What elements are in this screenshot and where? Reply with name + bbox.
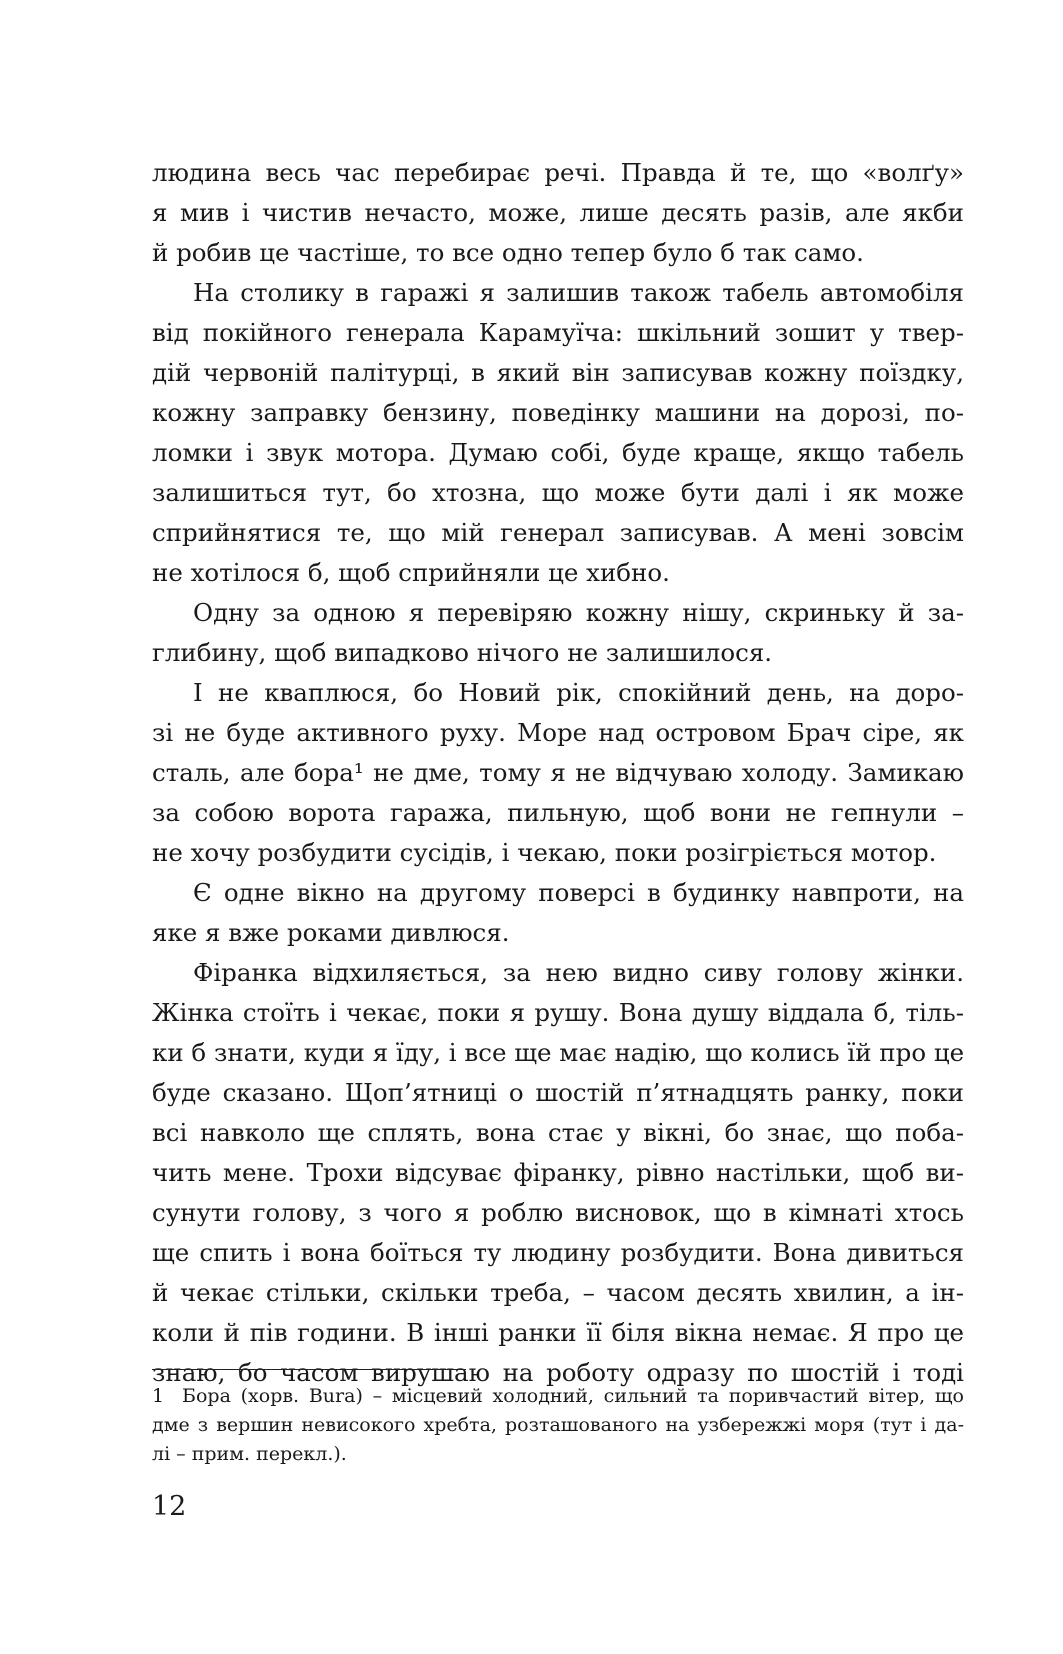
footnote-number: 1 (152, 1385, 165, 1407)
paragraph (152, 953, 964, 1393)
text-line: ломки і звук мотора. Думаю собі, буде краще, якщо табель (152, 438, 964, 467)
text-line: не хотілося б, щоб сприйняли це хибно. (152, 558, 670, 587)
text-line: сунути голову, з чого я роблю висновок, що в кімнаті хтось (152, 1198, 964, 1227)
footnote-text: Бора (хорв. Bura) – місцевий холодний, сильний та поривчастий вітер, що (182, 1385, 964, 1407)
text-line: яке я вже роками дивлюся. (152, 918, 510, 947)
text-line: І не кваплюся, бо Новий рік, спокійний день, на доро- (193, 678, 964, 707)
text-line: й робив це частіше, то все одно тепер було б так само. (152, 238, 864, 267)
footnote-line: дме з вершин невисокого хребта, розташованого на узбережжі моря (тут і да- (152, 1414, 964, 1436)
text-line: ще спить і вона боїться ту людину розбудити. Вона дивиться (152, 1238, 964, 1267)
footnote-line (152, 1382, 964, 1411)
text-line: кожну заправку бензину, поведінку машини на дорозі, по- (152, 398, 964, 427)
text-line: ки б знати, куди я їду, і все ще має надію, що колись їй про це (152, 1038, 965, 1067)
footnote-line: лі – прим. перекл.). (152, 1443, 347, 1465)
text-line: всі навколо ще сплять, вона стає у вікні, бо знає, що поба- (152, 1118, 964, 1147)
text-line: Жінка стоїть і чекає, поки я рушу. Вона душу віддала б, тіль- (152, 998, 964, 1027)
text-line: залишиться тут, бо хтозна, що може бути далі і як може (152, 478, 964, 507)
paragraph (152, 153, 964, 273)
text-line: я мив і чистив нечасто, може, лише десять разів, але якби (152, 198, 964, 227)
text-line: не хочу розбудити сусідів, і чекаю, поки розігріється мотор. (152, 838, 937, 867)
text-line: Фіранка відхиляється, за нею видно сиву голову жінки. (193, 958, 964, 987)
page-number: 12 (152, 1491, 187, 1522)
paragraph (152, 873, 964, 953)
paragraph (152, 673, 964, 873)
body-text (152, 153, 964, 1393)
text-line: сприйнятися те, що мій генерал записував. А мені зовсім (152, 518, 964, 547)
text-line: Є одне вікно на другому поверсі в будинку навпроти, на (193, 878, 964, 907)
text-line: На столику в гаражі я залишив також табель автомобіля (193, 278, 964, 307)
text-line: від покійного генерала Карамуїча: шкільний зошит у твер- (152, 318, 964, 347)
text-line: й чекає стільки, скільки треба, – часом десять хвилин, а ін- (152, 1278, 964, 1307)
text-line: дій червоній палітурці, в який він записував кожну поїздку, (152, 358, 964, 387)
paragraph (152, 593, 964, 673)
footnote-divider (152, 1369, 466, 1370)
footnote (152, 1382, 964, 1469)
text-line: знаю, бо часом вирушаю на роботу одразу по шостій і тоді (152, 1358, 964, 1387)
text-line: Одну за одною я перевіряю кожну нішу, скриньку й за- (193, 598, 964, 627)
text-line: зі не буде активного руху. Море над островом Брач сіре, як (152, 718, 964, 747)
text-line: людина весь час перебирає речі. Правда й те, що «волґу» (152, 158, 964, 187)
text-line: глибину, щоб випадково нічого не залишилося. (152, 638, 773, 667)
text-line: сталь, але бора¹ не дме, тому я не відчуваю холоду. Замикаю (152, 758, 964, 787)
text-line: коли й пів години. В інші ранки її біля вікна немає. Я про це (152, 1318, 964, 1347)
text-line: за собою ворота гаража, пильную, щоб вони не гепнули – (152, 798, 964, 827)
text-line: буде сказано. Щоп’ятниці о шостій п’ятнадцять ранку, поки (152, 1078, 964, 1107)
text-line: чить мене. Трохи відсуває фіранку, рівно настільки, щоб ви- (152, 1158, 964, 1187)
paragraph (152, 273, 964, 593)
